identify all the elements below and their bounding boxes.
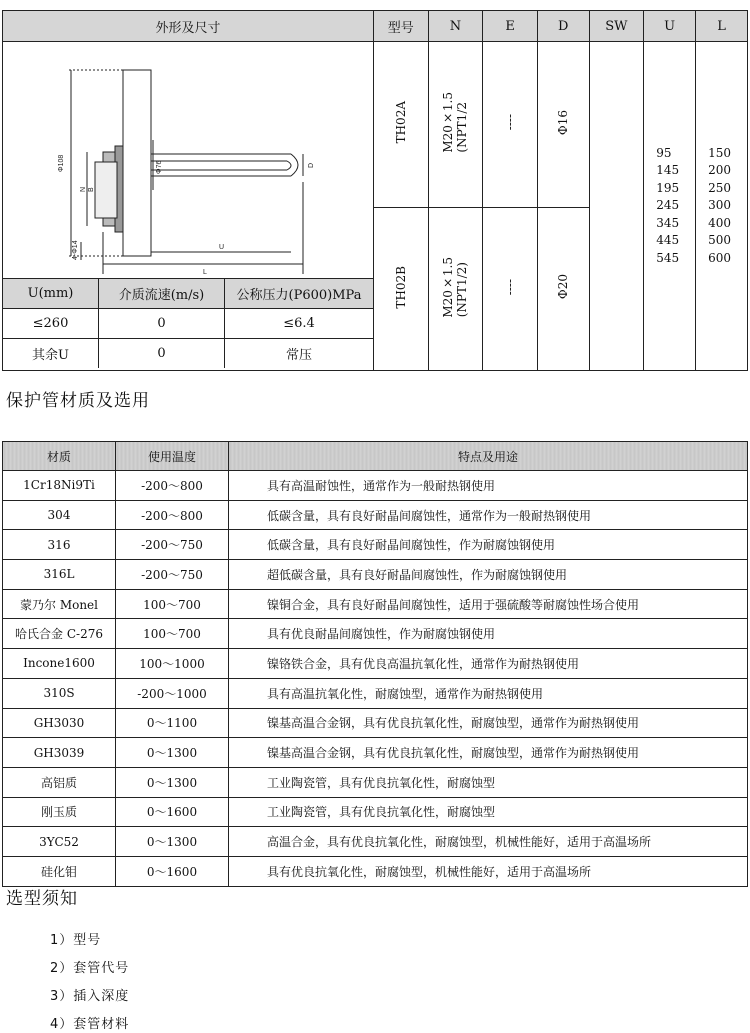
spec-header-d: D xyxy=(537,11,589,42)
flow-row xyxy=(3,309,373,339)
flow-cell: ≤260 xyxy=(3,309,99,339)
material-temp-cell: -200～800 xyxy=(116,500,229,530)
note-item: 1）型号 xyxy=(50,933,102,948)
n-line2: (NPT1/2 xyxy=(455,102,470,153)
material-name-cell: 310S xyxy=(3,678,116,708)
note-item: 3）插入深度 xyxy=(50,989,130,1004)
u-value: 445 xyxy=(656,233,680,248)
l-value: 250 xyxy=(708,180,731,195)
material-header-name: 材质 xyxy=(3,442,116,471)
model-cell xyxy=(374,42,429,208)
u-value: 545 xyxy=(656,250,680,265)
flow-cell: 0 xyxy=(99,309,225,339)
e-value: ---- xyxy=(503,278,518,296)
material-row xyxy=(3,589,748,619)
u-values-cell xyxy=(644,42,696,371)
material-name-cell: Incone1600 xyxy=(3,649,116,679)
l-value: 150 xyxy=(708,145,731,160)
material-temp-cell: -200～800 xyxy=(116,471,229,501)
material-row xyxy=(3,827,748,857)
material-header-row xyxy=(3,442,748,471)
label-u: U xyxy=(219,244,225,251)
flow-header-row xyxy=(3,279,373,309)
label-b: B xyxy=(88,187,95,192)
label-n: N xyxy=(80,186,87,192)
l-value: 300 xyxy=(708,198,731,213)
spec-table xyxy=(2,10,748,371)
material-name-cell: 316L xyxy=(3,560,116,590)
material-use-cell: 高温合金，具有优良抗氧化性，耐腐蚀型，机械性能好，适用于高温场所 xyxy=(229,827,748,857)
flow-cell: 其余U xyxy=(3,339,99,369)
material-temp-cell: 0～1300 xyxy=(116,767,229,797)
material-row xyxy=(3,856,748,886)
label-l: L xyxy=(203,269,207,276)
material-row xyxy=(3,619,748,649)
model-label: TH02B xyxy=(393,265,408,309)
d-value: Φ16 xyxy=(556,109,571,136)
material-row xyxy=(3,767,748,797)
material-table xyxy=(2,441,748,887)
material-name-cell: 3YC52 xyxy=(3,827,116,857)
d-cell xyxy=(537,42,589,208)
spec-header-model: 型号 xyxy=(374,11,429,42)
u-value: 145 xyxy=(656,163,680,178)
material-temp-cell: 0～1600 xyxy=(116,856,229,886)
n-line2: (NPT1/2) xyxy=(455,262,470,318)
n-line1: M20×1.5 xyxy=(441,256,456,318)
spec-header-sw: SW xyxy=(589,11,644,42)
sw-cell xyxy=(589,42,644,371)
material-name-cell: 1Cr18Ni9Ti xyxy=(3,471,116,501)
material-temp-cell: 100～700 xyxy=(116,619,229,649)
material-use-cell: 具有优良耐晶间腐蚀性，作为耐腐蚀钢使用 xyxy=(229,619,748,649)
material-name-cell: 高铝质 xyxy=(3,767,116,797)
material-temp-cell: -200～750 xyxy=(116,530,229,560)
material-row xyxy=(3,738,748,768)
material-temp-cell: 100～700 xyxy=(116,589,229,619)
material-use-cell: 具有优良抗氧化性，耐腐蚀型，机械性能好，适用于高温场所 xyxy=(229,856,748,886)
material-temp-cell: 0～1300 xyxy=(116,738,229,768)
material-name-cell: GH3030 xyxy=(3,708,116,738)
flow-row xyxy=(3,339,373,369)
material-name-cell: 蒙乃尔 Monel xyxy=(3,589,116,619)
material-use-cell: 具有高温耐蚀性，通常作为一般耐热钢使用 xyxy=(229,471,748,501)
section-title-materials: 保护管材质及选用 xyxy=(6,391,150,411)
material-row xyxy=(3,560,748,590)
l-values-list xyxy=(696,145,747,268)
material-use-cell: 镍基高温合金钢，具有优良抗氧化性，耐腐蚀型，通常作为耐热钢使用 xyxy=(229,738,748,768)
label-dia14: 4-Φ14 xyxy=(72,240,79,260)
flow-header-pressure: 公称压力(P600)MPa xyxy=(225,279,374,309)
material-use-cell: 镍铜合金，具有良好耐晶间腐蚀性，适用于强硫酸等耐腐蚀性场合使用 xyxy=(229,589,748,619)
material-use-cell: 低碳含量，具有良好耐晶间腐蚀性，通常作为一般耐热钢使用 xyxy=(229,500,748,530)
material-temp-cell: 0～1300 xyxy=(116,827,229,857)
material-use-cell: 镍铬铁合金，具有优良高温抗氧化性，通常作为耐热钢使用 xyxy=(229,649,748,679)
l-value: 600 xyxy=(708,250,731,265)
spec-header-e: E xyxy=(483,11,538,42)
material-use-cell: 工业陶瓷管，具有优良抗氧化性，耐腐蚀型 xyxy=(229,797,748,827)
u-value: 195 xyxy=(656,180,680,195)
l-value: 200 xyxy=(708,163,731,178)
material-use-cell: 镍基高温合金钢，具有优良抗氧化性，耐腐蚀型，通常作为耐热钢使用 xyxy=(229,708,748,738)
d-cell xyxy=(537,208,589,371)
e-cell xyxy=(483,42,538,208)
material-name-cell: 硅化钼 xyxy=(3,856,116,886)
drawing-cell xyxy=(3,42,374,371)
material-name-cell: 316 xyxy=(3,530,116,560)
flow-header-speed: 介质流速(m/s) xyxy=(99,279,225,309)
spec-header-l: L xyxy=(696,11,748,42)
u-value: 95 xyxy=(656,145,672,160)
spec-header-shape: 外形及尺寸 xyxy=(3,11,374,42)
material-header-temp: 使用温度 xyxy=(116,442,229,471)
u-value: 245 xyxy=(656,198,680,213)
material-row xyxy=(3,471,748,501)
material-row xyxy=(3,708,748,738)
note-item: 2）套管代号 xyxy=(50,961,130,976)
l-value: 400 xyxy=(708,215,731,230)
label-dia108: Φ108 xyxy=(58,154,65,172)
material-temp-cell: -200～750 xyxy=(116,560,229,590)
e-value: ---- xyxy=(503,114,518,131)
u-values-list xyxy=(644,145,695,268)
model-cell xyxy=(374,208,429,371)
n-cell xyxy=(428,208,483,371)
n-cell xyxy=(428,42,483,208)
spec-row-a xyxy=(3,42,748,208)
section-title-selection: 选型须知 xyxy=(6,889,78,909)
spec-header-row xyxy=(3,11,748,42)
material-table-body xyxy=(3,471,748,887)
model-label: TH02A xyxy=(393,101,408,144)
l-value: 500 xyxy=(708,233,731,248)
material-row xyxy=(3,500,748,530)
material-use-cell: 低碳含量，具有良好耐晶间腐蚀性，作为耐腐蚀钢使用 xyxy=(229,530,748,560)
material-row xyxy=(3,678,748,708)
thermowell-drawing xyxy=(3,42,371,278)
d-value: Φ20 xyxy=(556,274,571,300)
label-d: D xyxy=(308,162,315,168)
flow-header-u: U(mm) xyxy=(3,279,99,309)
n-line1: M20×1.5 xyxy=(441,92,456,153)
material-use-cell: 超低碳含量，具有良好耐晶间腐蚀性，作为耐腐蚀钢使用 xyxy=(229,560,748,590)
material-temp-cell: 100～1000 xyxy=(116,649,229,679)
l-values-cell xyxy=(696,42,748,371)
material-use-cell: 具有高温抗氧化性，耐腐蚀型，通常作为耐热钢使用 xyxy=(229,678,748,708)
material-row xyxy=(3,797,748,827)
spec-header-u: U xyxy=(644,11,696,42)
flow-cell: 0 xyxy=(99,339,225,369)
material-name-cell: GH3039 xyxy=(3,738,116,768)
label-dia76: Φ76 xyxy=(156,160,163,174)
e-cell xyxy=(483,208,538,371)
material-row xyxy=(3,649,748,679)
material-header-use: 特点及用途 xyxy=(229,442,748,471)
flow-cell: 常压 xyxy=(225,339,374,369)
material-temp-cell: 0～1100 xyxy=(116,708,229,738)
flow-cell: ≤6.4 xyxy=(225,309,374,339)
flow-table xyxy=(3,278,373,368)
note-item: 4）套管材料 xyxy=(50,1017,130,1032)
material-row xyxy=(3,530,748,560)
material-temp-cell: 0～1600 xyxy=(116,797,229,827)
material-temp-cell: -200～1000 xyxy=(116,678,229,708)
material-name-cell: 刚玉质 xyxy=(3,797,116,827)
spec-header-n: N xyxy=(428,11,483,42)
material-use-cell: 工业陶瓷管，具有优良抗氧化性，耐腐蚀型 xyxy=(229,767,748,797)
material-name-cell: 哈氏合金 C-276 xyxy=(3,619,116,649)
material-name-cell: 304 xyxy=(3,500,116,530)
u-value: 345 xyxy=(656,215,680,230)
